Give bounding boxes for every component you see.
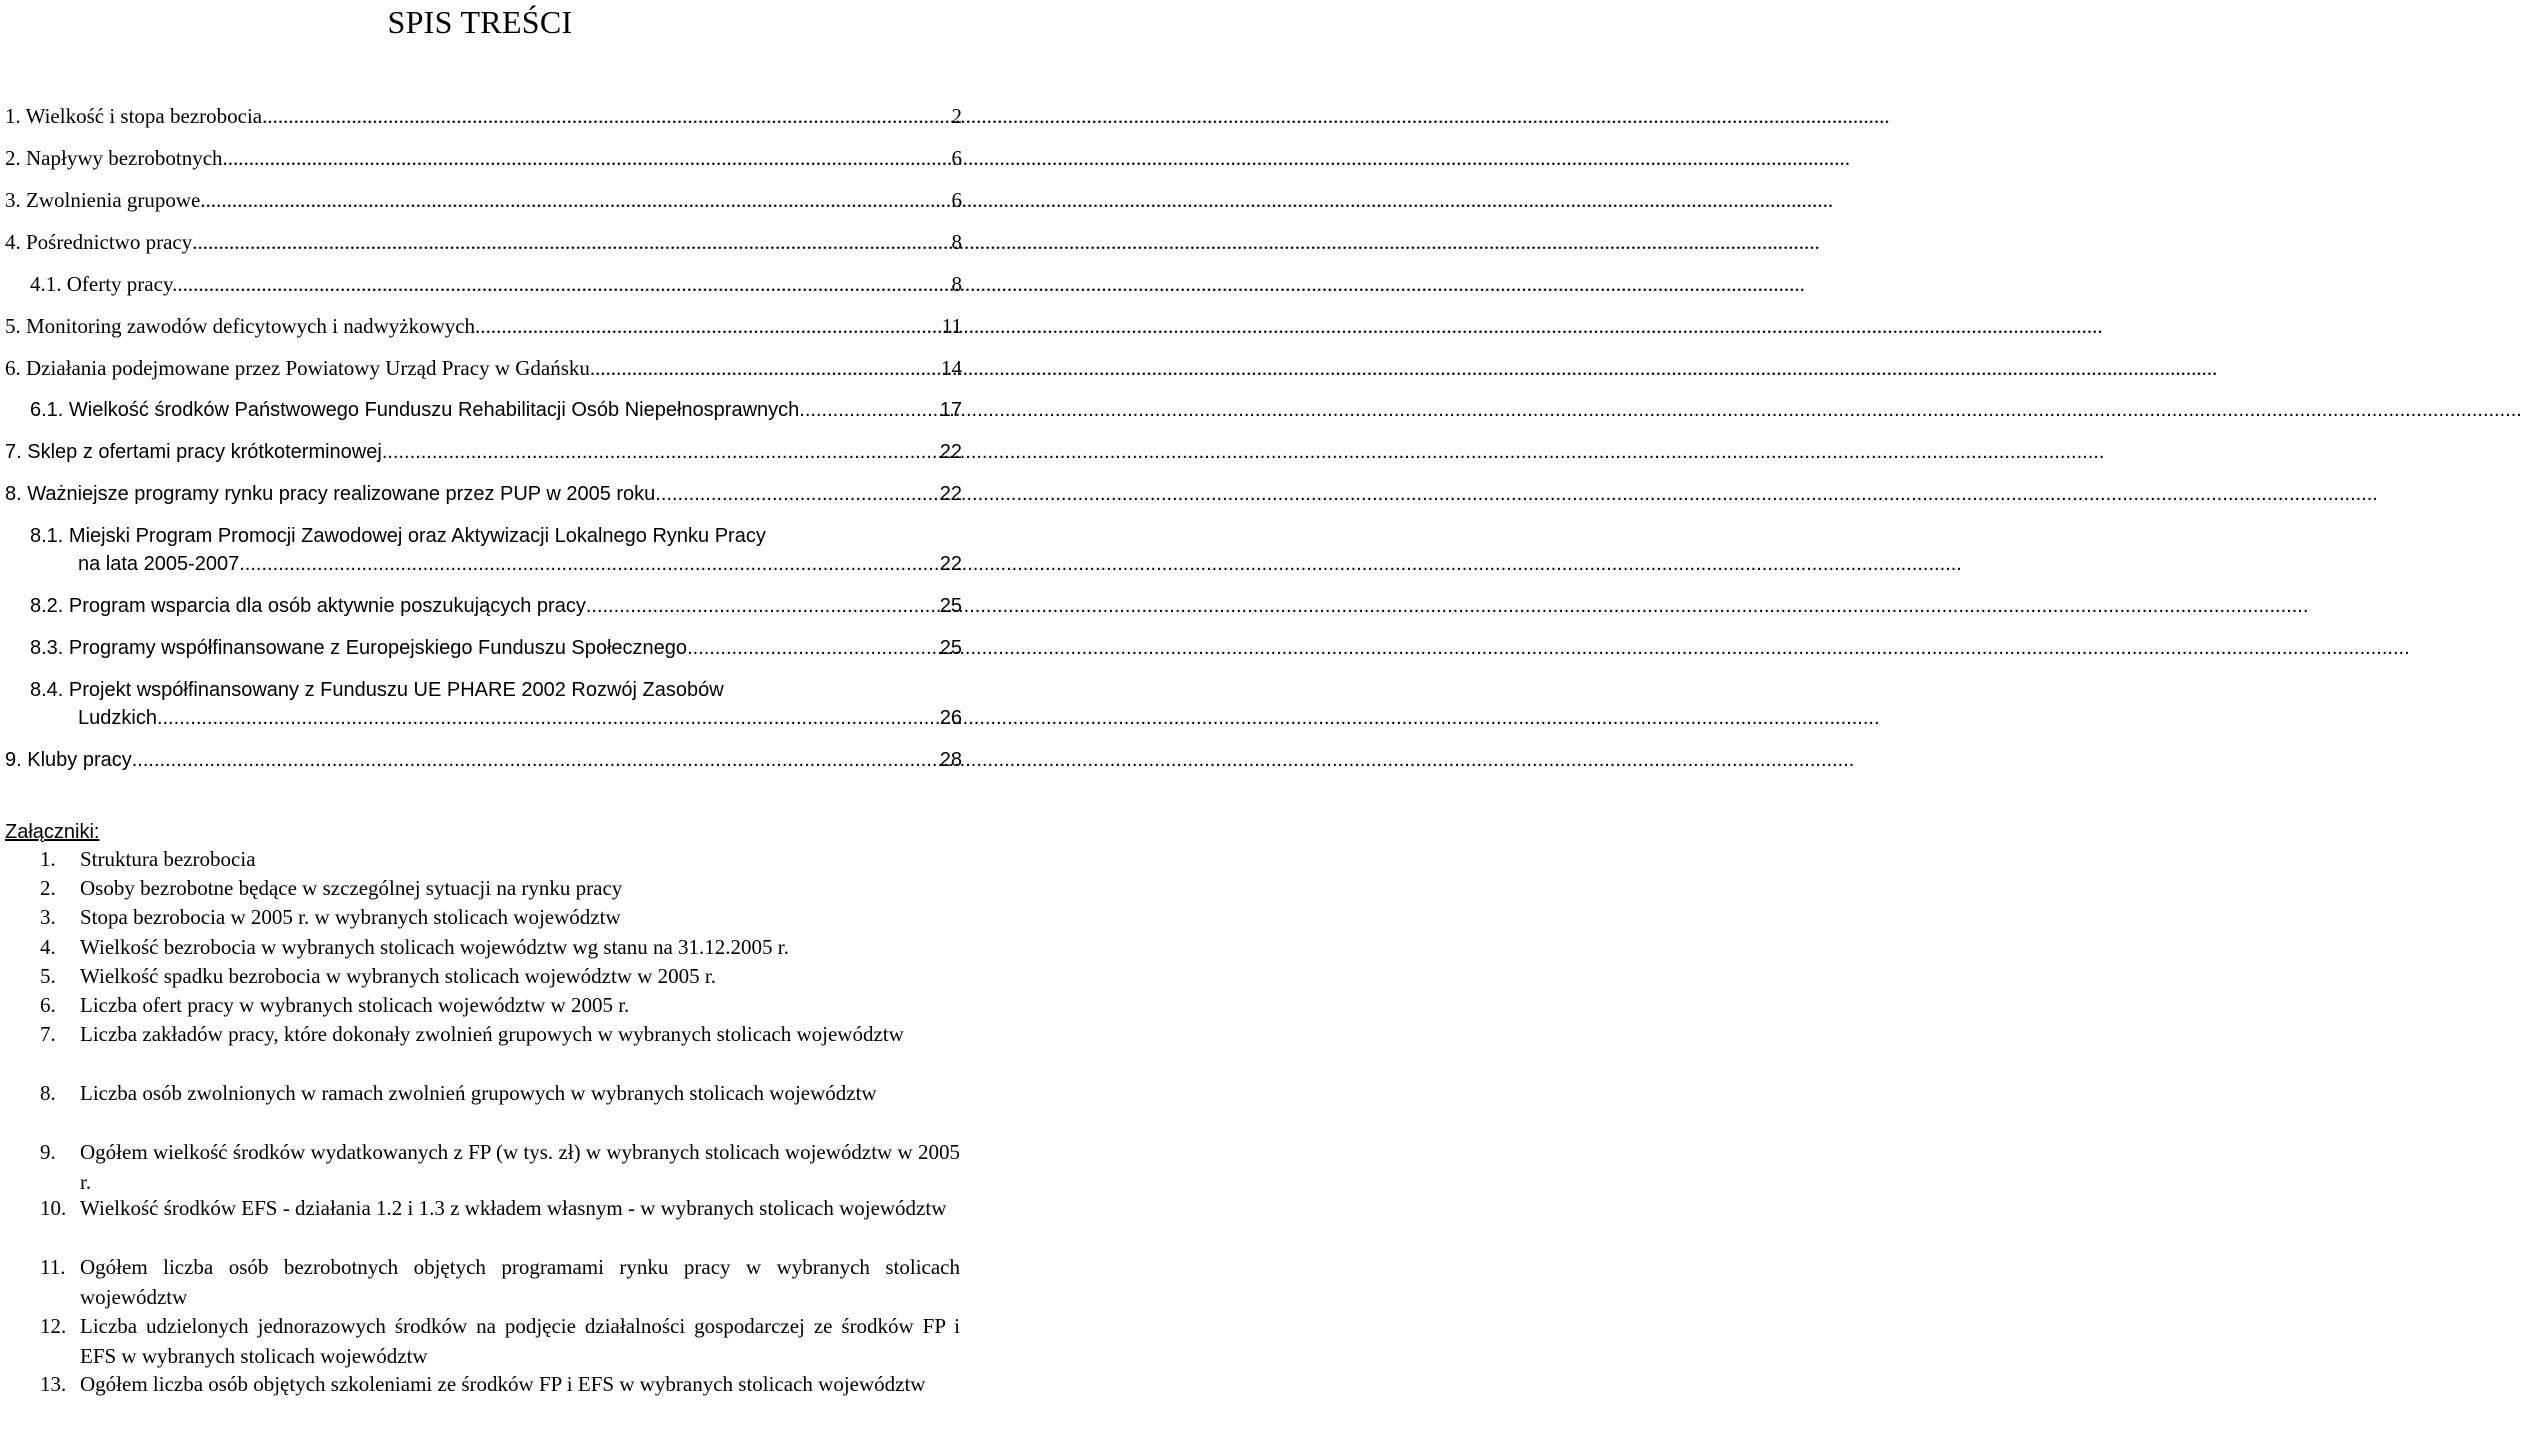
toc-entry-page: 25 xyxy=(939,595,962,617)
toc-entry-page: 11 xyxy=(941,314,962,338)
attachment-item xyxy=(40,1079,960,1109)
attachment-text: Struktura bezrobocia xyxy=(80,847,256,871)
toc-entry[interactable] xyxy=(30,676,962,732)
attachment-text: Liczba udzielonych jednorazowych środków na podjęcie działalności gospodarczej ze środków FP i EFS w wybranych stolicach województw xyxy=(80,1314,960,1368)
toc-entry[interactable] xyxy=(5,354,962,382)
toc-entry-page: 26 xyxy=(939,707,962,729)
attachment-text: Wielkość środków EFS - działania 1.2 i 1.3 z wkładem własnym - w wybranych stolicach województw xyxy=(80,1196,947,1220)
toc-leader-dots xyxy=(799,396,939,416)
toc-entry-label: 8. Ważniejsze programy rynku pracy realizowane przez PUP w 2005 roku xyxy=(5,483,656,505)
attachment-item xyxy=(40,1370,960,1400)
attachment-item xyxy=(40,903,960,933)
toc-entry[interactable] xyxy=(30,592,962,620)
attachment-number: 3. xyxy=(40,905,56,929)
toc-entry-page: 2 xyxy=(951,104,962,128)
toc-entry-label: 4.1. Oferty pracy. xyxy=(30,272,178,296)
attachment-number: 6. xyxy=(40,993,56,1017)
attachment-text: Ogółem wielkość środków wydatkowanych z FP (w tys. zł) w wybranych stolicach województw w 2005 r. xyxy=(80,1140,960,1194)
attachment-item xyxy=(40,874,960,904)
toc-leader-dots xyxy=(132,746,940,766)
toc-leader-dots xyxy=(586,592,940,612)
toc-entry[interactable] xyxy=(5,228,962,256)
toc-leader-dots xyxy=(382,438,940,458)
toc-entry-page: 22 xyxy=(939,553,962,575)
toc-entry-page: 28 xyxy=(939,749,962,771)
toc-leader-dots xyxy=(157,704,940,724)
toc-entry-label: 3. Zwolnienia grupowe. xyxy=(5,188,206,212)
attachment-number: 2. xyxy=(40,876,56,900)
toc-entry[interactable] xyxy=(5,438,962,466)
toc-entry-page: 6 xyxy=(951,188,962,212)
attachment-item xyxy=(40,845,960,875)
attachment-number: 8. xyxy=(40,1081,56,1105)
attachment-text: Liczba zakładów pracy, które dokonały zwolnień grupowych w wybranych stolicach województw xyxy=(80,1022,904,1046)
toc-leader-dots xyxy=(177,270,951,291)
attachment-text: Osoby bezrobotne będące w szczególnej sytuacji na rynku pracy xyxy=(80,876,623,900)
attachment-number: 10. xyxy=(40,1196,67,1220)
attachment-item xyxy=(40,1138,960,1197)
toc-entry-label: 8.3. Programy współfinansowane z Europejskiego Funduszu Społecznego xyxy=(30,637,688,659)
toc-leader-dots xyxy=(262,102,951,123)
attachment-text: Wielkość bezrobocia w wybranych stolicach województw wg stanu na 31.12.2005 r. xyxy=(80,935,789,959)
toc-entry[interactable] xyxy=(5,480,962,508)
toc-entry[interactable] xyxy=(30,396,962,424)
toc-entry-page: 6 xyxy=(951,146,962,170)
toc-entry-page: 22 xyxy=(939,483,962,505)
attachment-text: Ogółem liczba osób objętych szkoleniami ze środków FP i EFS w wybranych stolicach województw xyxy=(80,1372,926,1396)
toc-entry-label: 1. Wielkość i stopa bezrobocia xyxy=(5,104,263,128)
toc-leader-dots xyxy=(192,228,951,249)
toc-entry[interactable] xyxy=(30,522,962,578)
attachment-text: Liczba ofert pracy w wybranych stolicach województw w 2005 r. xyxy=(80,993,630,1017)
attachment-text: Wielkość spadku bezrobocia w wybranych stolicach województw w 2005 r. xyxy=(80,964,716,988)
toc-entry-label-continued: na lata 2005-2007 xyxy=(78,553,240,575)
toc-entry-label: 7. Sklep z ofertami pracy krótkoterminowej xyxy=(5,441,382,463)
toc-entry-label: 8.1. Miejski Program Promocji Zawodowej oraz Aktywizacji Lokalnego Rynku Pracy xyxy=(30,525,766,547)
toc-leader-dots xyxy=(239,550,940,570)
toc-entry-page: 25 xyxy=(939,637,962,659)
toc-entry[interactable] xyxy=(5,186,962,214)
toc-entry-label: 5. Monitoring zawodów deficytowych i nadwyżkowych xyxy=(5,314,476,338)
attachment-text: Stopa bezrobocia w 2005 r. w wybranych stolicach województw xyxy=(80,905,621,929)
toc-entry[interactable] xyxy=(5,312,962,340)
toc-leader-dots xyxy=(687,634,940,654)
toc-entry[interactable] xyxy=(5,102,962,130)
toc-entry[interactable] xyxy=(30,634,962,662)
toc-entry-label: 4. Pośrednictwo pracy xyxy=(5,230,193,254)
toc-entry-page: 22 xyxy=(939,441,962,463)
attachment-number: 9. xyxy=(40,1140,56,1164)
toc-leader-dots xyxy=(206,186,952,207)
attachment-item xyxy=(40,1312,960,1371)
attachment-item xyxy=(40,1253,960,1312)
attachment-text: Ogółem liczba osób bezrobotnych objętych programami rynku pracy w wybranych stolicach województw xyxy=(80,1255,960,1309)
attachment-item xyxy=(40,991,960,1021)
toc-entry-page: 8 xyxy=(951,272,962,296)
toc-entry-label: 8.4. Projekt współfinansowany z Funduszu UE PHARE 2002 Rozwój Zasobów xyxy=(30,679,724,701)
attachment-item xyxy=(40,1020,960,1050)
toc-leader-dots xyxy=(475,312,942,333)
toc-entry-label: 2. Napływy bezrobotnych xyxy=(5,146,223,170)
toc-leader-dots xyxy=(590,354,941,375)
attachment-number: 13. xyxy=(40,1372,67,1396)
page-title: SPIS TREŚCI xyxy=(387,4,573,40)
toc-leader-dots xyxy=(655,480,939,500)
attachment-number: 1. xyxy=(40,847,56,871)
toc-entry-label-continued: Ludzkich xyxy=(78,707,157,729)
toc-entry[interactable] xyxy=(5,144,962,172)
toc-leader-dots xyxy=(223,144,952,165)
toc-entry-page: 17 xyxy=(939,399,962,421)
toc-entry-page: 8 xyxy=(951,230,962,254)
attachment-number: 11. xyxy=(40,1255,66,1279)
toc-entry[interactable] xyxy=(5,746,962,774)
attachments-heading: Załączniki: xyxy=(5,821,100,843)
toc-entry-label: 6. Działania podejmowane przez Powiatowy Urząd Pracy w Gdańsku xyxy=(5,356,590,380)
toc-entry-label: 6.1. Wielkość środków Państwowego Funduszu Rehabilitacji Osób Niepełnosprawnych xyxy=(30,399,800,421)
attachment-number: 4. xyxy=(40,935,56,959)
toc-entry-page: 14 xyxy=(941,356,962,380)
attachment-item xyxy=(40,933,960,963)
toc-entry-label: 9. Kluby pracy xyxy=(5,749,132,771)
attachment-number: 12. xyxy=(40,1314,67,1338)
toc-entry[interactable] xyxy=(30,270,962,298)
attachment-item xyxy=(40,1194,960,1224)
attachment-number: 7. xyxy=(40,1022,56,1046)
toc-entry-label: 8.2. Program wsparcia dla osób aktywnie poszukujących pracy xyxy=(30,595,586,617)
attachment-number: 5. xyxy=(40,964,56,988)
attachment-item xyxy=(40,962,960,992)
attachment-text: Liczba osób zwolnionych w ramach zwolnień grupowych w wybranych stolicach województw xyxy=(80,1081,877,1105)
